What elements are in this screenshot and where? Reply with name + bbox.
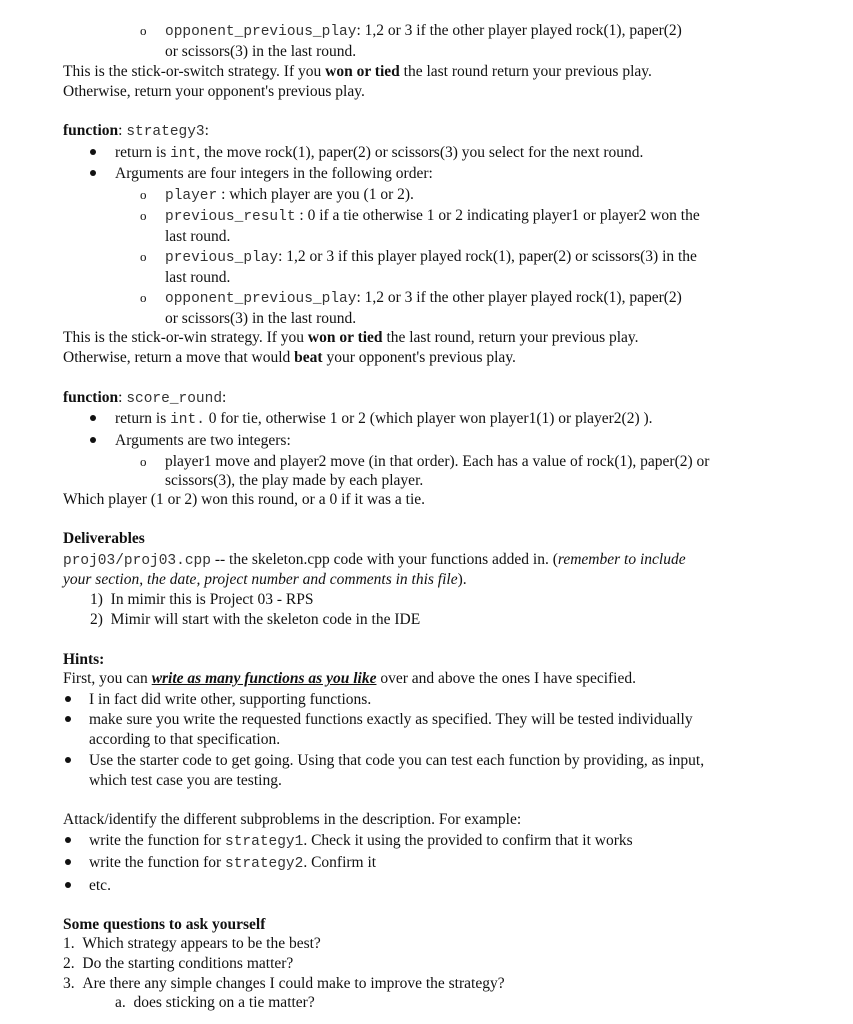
bullet-dot [90, 170, 96, 176]
strategy3-desc-2: Otherwise, return a move that would beat your opponent's previous play. [63, 349, 516, 366]
score-round-return: return is int. 0 for tie, otherwise 1 or 2 (which player won player1(1) or player2(2) ). [115, 410, 653, 428]
attack-item-3: etc. [89, 877, 111, 894]
strategy3-args: Arguments are four integers in the following order: [115, 165, 433, 182]
score-round-desc: Which player (1 or 2) won this round, or a 0 if it was a tie. [63, 491, 426, 508]
bullet-dot [65, 837, 71, 843]
score-round-args: Arguments are two integers: [115, 432, 291, 449]
param-line [165, 21, 682, 42]
deliverable-item-1: 1) In mimir this is Project 03 - RPS [90, 591, 314, 608]
param-previous-play: previous_play: 1,2 or 3 if this player played rock(1), paper(2) or scissors(3) in the [165, 248, 697, 266]
attack-intro: Attack/identify the different subproblems in the description. For example: [63, 811, 522, 828]
strategy2-desc: This is the stick-or-switch strategy. If you won or tied the last round return your previous play. [63, 63, 652, 80]
param-opponent-previous-play: opponent_previous_play: 1,2 or 3 if the other player played rock(1), paper(2) [165, 289, 682, 307]
bullet-dot [65, 716, 71, 722]
param-previous-play-cont: last round. [165, 269, 231, 286]
bullet-dot [90, 415, 96, 421]
hint-3-cont: which test case you are testing. [89, 772, 282, 789]
strategy3-heading: function: strategy3: [63, 122, 209, 140]
deliverables-heading: Deliverables [63, 530, 145, 547]
hint-1: I in fact did write other, supporting functions. [89, 691, 372, 708]
question-2: 2. Do the starting conditions matter? [63, 955, 294, 972]
hint-2-cont: according to that specification. [89, 731, 281, 748]
bullet-dot [90, 437, 96, 443]
param-previous-result-cont: last round. [165, 228, 231, 245]
sub-bullet-marker: o [140, 208, 147, 223]
strategy2-desc-2: Otherwise, return your opponent's previous play. [63, 83, 365, 100]
score-round-heading: function: score_round: [63, 389, 227, 407]
sub-bullet-marker: o [140, 23, 147, 38]
question-3: 3. Are there any simple changes I could make to improve the strategy? [63, 975, 505, 992]
hint-2: make sure you write the requested functions exactly as specified. They will be tested individually [89, 711, 693, 728]
bullet-dot [90, 149, 96, 155]
deliverables-file-line: proj03/proj03.cpp -- the skeleton.cpp code with your functions added in. (remember to include [63, 551, 686, 569]
param-player: player : which player are you (1 or 2). [165, 186, 414, 204]
param-name: opponent_previous_play [165, 24, 357, 40]
score-round-sub-cont: scissors(3), the play made by each player. [165, 472, 424, 489]
hints-heading: Hints: [63, 651, 105, 668]
sub-bullet-marker: o [140, 454, 147, 469]
attack-item-1: write the function for strategy1. Check it using the provided to confirm that it works [89, 832, 633, 850]
deliverable-file-path: proj03/proj03.cpp [63, 553, 211, 569]
sub-bullet-marker: o [140, 290, 147, 305]
sub-bullet-marker: o [140, 187, 147, 202]
sub-bullet-marker: o [140, 249, 147, 264]
question-3a: a. does sticking on a tie matter? [115, 994, 315, 1011]
questions-heading: Some questions to ask yourself [63, 916, 266, 933]
bullet-dot [65, 757, 71, 763]
bullet-dot [65, 859, 71, 865]
param-opponent-previous-play-cont: or scissors(3) in the last round. [165, 310, 357, 327]
strategy3-desc: This is the stick-or-win strategy. If you won or tied the last round, return your previous play. [63, 329, 639, 346]
score-round-sub: player1 move and player2 move (in that order). Each has a value of rock(1), paper(2) or [165, 453, 710, 470]
strategy3-return: return is int, the move rock(1), paper(2) or scissors(3) you select for the next round. [115, 144, 644, 162]
attack-item-2: write the function for strategy2. Confirm it [89, 854, 377, 872]
bullet-dot [65, 696, 71, 702]
hint-3: Use the starter code to get going. Using that code you can test each function by providing, as input, [89, 752, 705, 769]
deliverable-item-2: 2) Mimir will start with the skeleton code in the IDE [90, 611, 421, 628]
hints-first: First, you can write as many functions as you like over and above the ones I have specified. [63, 670, 636, 687]
question-1: 1. Which strategy appears to be the best? [63, 935, 321, 952]
param-line-cont: or scissors(3) in the last round. [165, 43, 357, 60]
bullet-dot [65, 882, 71, 888]
deliverables-file-line-cont: your section, the date, project number and comments in this file). [63, 571, 467, 588]
param-desc: : 1,2 or 3 if the other player played rock(1), paper(2) [356, 22, 682, 39]
param-previous-result: previous_result : 0 if a tie otherwise 1 or 2 indicating player1 or player2 won the [165, 207, 700, 225]
